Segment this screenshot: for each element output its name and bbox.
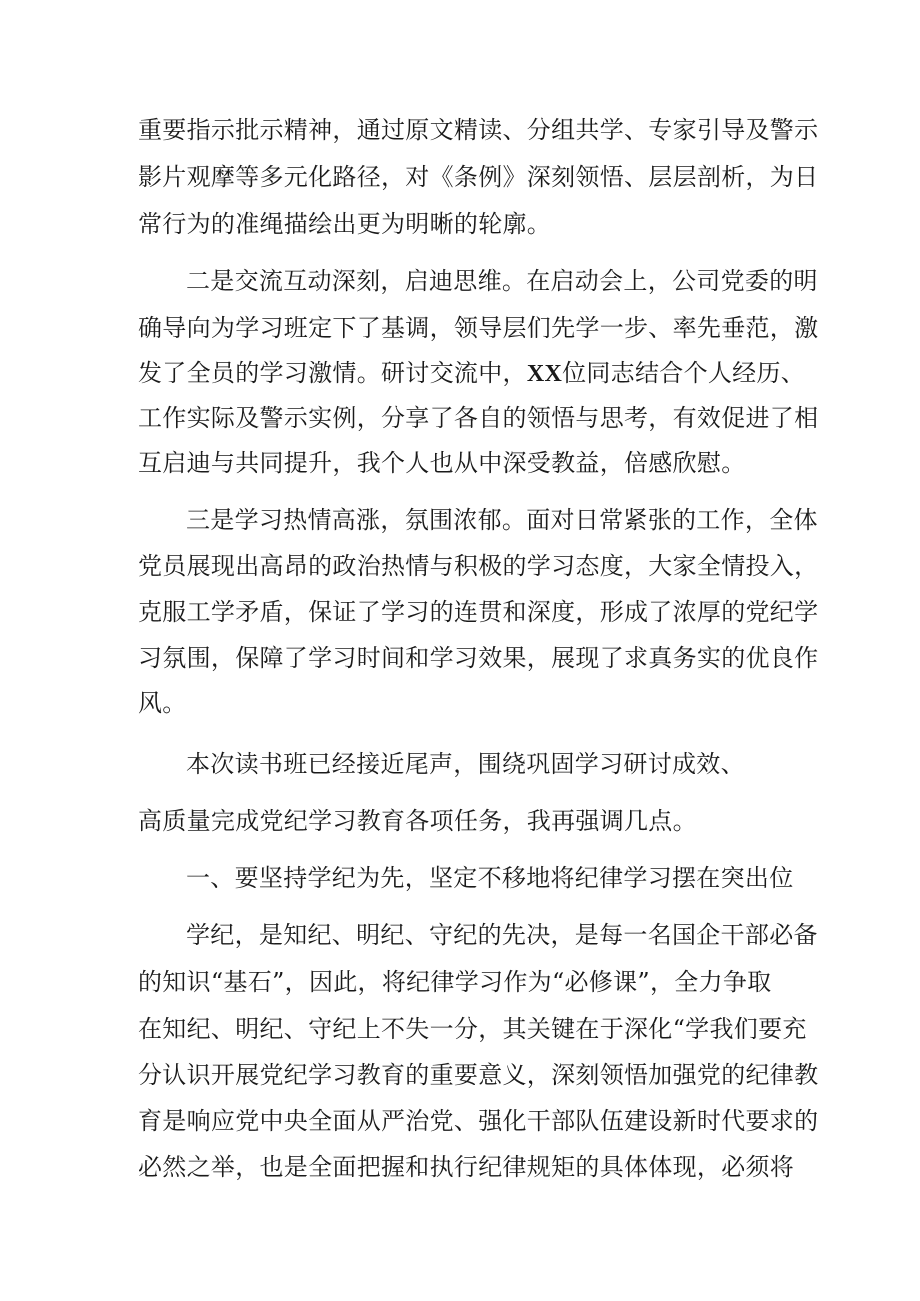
- paragraph-line: 克服工学矛盾，保证了学习的连贯和深度，形成了浓厚的党纪学: [138, 598, 819, 626]
- section-heading: 一、要坚持学纪为先，坚定不移地将纪律学习摆在突出位: [186, 864, 794, 892]
- text-segment: 发了全员的学习激情。研讨交流中，: [138, 359, 527, 387]
- paragraph-line: 风。: [138, 689, 187, 717]
- paragraph-line: 分认识开展党纪学习教育的重要意义，深刻领悟加强党的纪律教: [138, 1061, 819, 1089]
- paragraph-line: 影片观摩等多元化路径，对《条例》深刻领悟、层层剖析，为日: [138, 163, 819, 191]
- paragraph-line: 互启迪与共同提升，我个人也从中深受教益，倍感欣慰。: [138, 449, 746, 477]
- paragraph-line: 确导向为学习班定下了基调，领导层们先学一步、率先垂范，激: [138, 314, 819, 342]
- paragraph-line: 本次读书班已经接近尾声，围绕巩固学习研讨成效、: [186, 750, 745, 778]
- paragraph-line: 高质量完成党纪学习教育各项任务，我再强调几点。: [138, 807, 697, 835]
- paragraph-line: 常行为的准绳描绘出更为明晰的轮廓。: [138, 210, 552, 238]
- paragraph-line: 三是学习热情高涨，氛围浓郁。面对日常紧张的工作，全体: [186, 506, 818, 534]
- paragraph-line: 在知纪、明纪、守纪上不失一分，其关键在于深化“学我们要充: [138, 1015, 807, 1043]
- paragraph-line: 工作实际及警示实例，分享了各自的领悟与思考，有效促进了相: [138, 404, 819, 432]
- paragraph-line: 重要指示批示精神，通过原文精读、分组共学、专家引导及警示: [138, 116, 819, 144]
- text-segment: 位同志结合个人经历、: [562, 359, 806, 387]
- paragraph-line: 学纪，是知纪、明纪、守纪的先决，是每一名国企干部必备: [186, 921, 818, 949]
- paragraph-line: 的知识“基石”，因此，将纪律学习作为“必修课”，全力争取: [138, 968, 772, 996]
- paragraph-line: 二是交流互动深刻，启迪思维。在启动会上，公司党委的明: [186, 267, 818, 295]
- bold-placeholder: XX: [526, 361, 563, 387]
- paragraph-line: 必然之举，也是全面把握和执行纪律规矩的具体体现，必须将: [138, 1153, 795, 1181]
- paragraph-line: 习氛围，保障了学习时间和学习效果，展现了求真务实的优良作: [138, 644, 819, 672]
- paragraph-line: 育是响应党中央全面从严治党、强化干部队伍建设新时代要求的: [138, 1107, 819, 1135]
- paragraph-line: 党员展现出高昂的政治热情与积极的学习态度，大家全情投入，: [138, 552, 819, 580]
- paragraph-line-mixed: [138, 358, 805, 389]
